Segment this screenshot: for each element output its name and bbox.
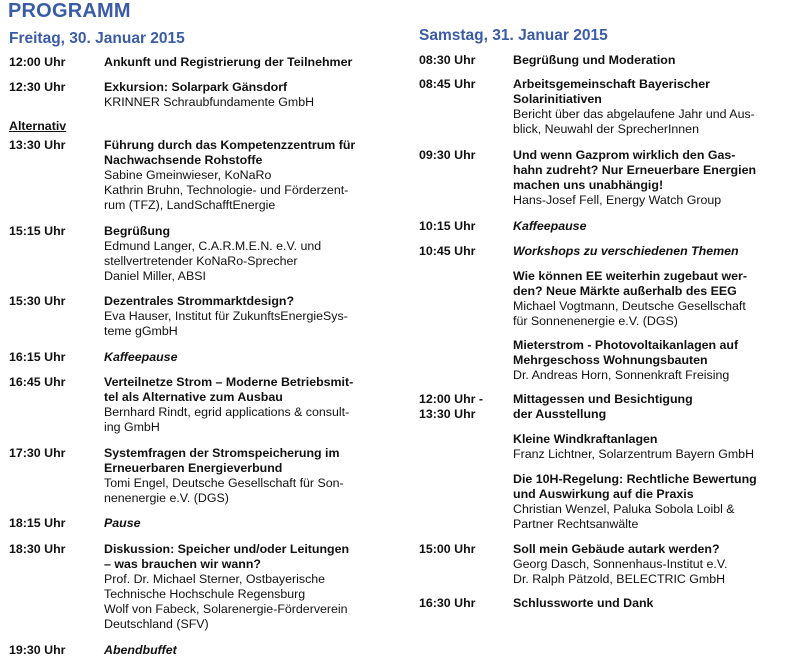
session-time: 15:30 Uhr <box>9 294 66 308</box>
session-item <box>9 294 379 339</box>
session-time: 16:15 Uhr <box>9 350 66 364</box>
session-title: Kaffeepause <box>104 350 178 364</box>
friday-heading: Freitag, 30. Januar 2015 <box>9 30 185 47</box>
session-time: 18:30 Uhr <box>9 542 66 556</box>
session-time: 18:15 Uhr <box>9 516 66 530</box>
session-item <box>419 244 779 259</box>
session-time: 12:30 Uhr <box>9 80 66 94</box>
session-time: 16:30 Uhr <box>419 596 476 610</box>
session-time: 16:45 Uhr <box>9 375 66 389</box>
session-title: Wie können EE weiterhin zugebaut wer- den? Neue Märkte außerhalb des EEG <box>513 269 747 298</box>
page-title: PROGRAMM <box>8 0 131 22</box>
session-time: 12:00 Uhr - 13:30 Uhr <box>419 392 484 421</box>
session-item <box>419 219 779 234</box>
session-time: 15:15 Uhr <box>9 224 66 238</box>
session-description: Eva Hauser, Institut für ZukunftsEnergieSys- teme gGmbH <box>104 309 348 338</box>
session-description: KRINNER Schraubfundamente GmbH <box>104 95 315 109</box>
session-time: 12:00 Uhr <box>9 55 66 69</box>
session-description: Sabine Gmeinwieser, KoNaRo Kathrin Bruhn, Technologie- und Förderzent- rum (TFZ), LandSchafftEnergie <box>104 168 349 212</box>
session-item <box>419 338 779 383</box>
session-description: Franz Lichtner, Solarzentrum Bayern GmbH <box>513 447 755 461</box>
session-item <box>419 148 779 208</box>
session-item <box>9 516 379 531</box>
session-time: 15:00 Uhr <box>419 542 476 556</box>
session-item <box>9 80 379 110</box>
session-time: 08:45 Uhr <box>419 77 476 91</box>
session-item <box>419 472 779 532</box>
session-time: 17:30 Uhr <box>9 446 66 460</box>
session-title: Workshops zu verschiedenen Themen <box>513 244 739 258</box>
session-time: 19:30 Uhr <box>9 643 66 657</box>
session-title: Dezentrales Strommarktdesign? <box>104 294 295 308</box>
session-description: Dr. Andreas Horn, Sonnenkraft Freising <box>513 368 730 382</box>
saturday-heading: Samstag, 31. Januar 2015 <box>419 27 608 44</box>
session-title: Und wenn Gazprom wirklich den Gas- hahn zudreht? Nur Erneuerbare Energien machen uns unabhängig! <box>513 148 757 192</box>
session-item <box>419 53 779 68</box>
session-title: Schlussworte und Dank <box>513 596 654 610</box>
session-item <box>9 542 379 632</box>
session-description: Prof. Dr. Michael Sterner, Ostbayerische Technische Hochschule Regensburg Wolf von Fabeck, Solarenergie-Förderverein Deutschland (SFV) <box>104 572 348 631</box>
saturday-sessions <box>419 53 779 611</box>
session-title: Ankunft und Registrierung der Teilnehmer <box>104 55 353 69</box>
session-description: Bericht über das abgelaufene Jahr und Aus- blick, Neuwahl der SprecherInnen <box>513 107 755 136</box>
session-time: 09:30 Uhr <box>419 148 476 162</box>
session-time: 08:30 Uhr <box>419 53 476 67</box>
friday-sessions <box>9 55 379 658</box>
session-description: Edmund Langer, C.A.R.M.E.N. e.V. und stellvertretender KoNaRo-Sprecher Daniel Miller, ABSI <box>104 239 322 283</box>
session-item <box>419 392 779 422</box>
session-title: Führung durch das Kompetenzzentrum für Nachwachsende Rohstoffe <box>104 138 356 167</box>
session-title: Die 10H-Regelung: Rechtliche Bewertung und Auswirkung auf die Praxis <box>513 472 757 501</box>
session-item <box>9 643 379 658</box>
session-description: Michael Vogtmann, Deutsche Gesellschaft für Sonnenenergie e.V. (DGS) <box>513 299 746 328</box>
session-item <box>419 596 779 611</box>
session-item <box>419 542 779 587</box>
session-title: Diskussion: Speicher und/oder Leitungen – was brauchen wir wann? <box>104 542 350 571</box>
session-description: Bernhard Rindt, egrid applications & consult- ing GmbH <box>104 405 350 434</box>
session-description: Tomi Engel, Deutsche Gesellschaft für Son- nenenergie e.V. (DGS) <box>104 476 344 505</box>
session-description: Christian Wenzel, Paluka Sobola Loibl & Partner Rechtsanwälte <box>513 502 735 531</box>
session-description: Hans-Josef Fell, Energy Watch Group <box>513 193 722 207</box>
session-title: Arbeitsgemeinschaft Bayerischer Solarinitiativen <box>513 77 710 106</box>
session-title: Mittagessen und Besichtigung der Ausstellung <box>513 392 693 421</box>
session-item <box>9 446 379 506</box>
session-title: Begrüßung und Moderation <box>513 53 676 67</box>
session-item <box>419 269 779 329</box>
session-description: Georg Dasch, Sonnenhaus-Institut e.V. Dr. Ralph Pätzold, BELECTRIC GmbH <box>513 557 728 586</box>
session-title: Verteilnetze Strom – Moderne Betriebsmit- tel als Alternative zum Ausbau <box>104 375 354 404</box>
session-title: Begrüßung <box>104 224 171 238</box>
session-title: Kleine Windkraftanlagen <box>513 432 658 446</box>
session-item <box>9 375 379 435</box>
session-item <box>419 432 779 462</box>
session-item <box>9 224 379 284</box>
session-title: Abendbuffet <box>104 643 177 657</box>
session-item <box>9 55 379 70</box>
session-title: Soll mein Gebäude autark werden? <box>513 542 720 556</box>
session-item <box>9 350 379 365</box>
session-title: Systemfragen der Stromspeicherung im Erneuerbaren Energieverbund <box>104 446 340 475</box>
session-title: Exkursion: Solarpark Gänsdorf <box>104 80 288 94</box>
session-time: 10:15 Uhr <box>419 219 476 233</box>
session-time: 10:45 Uhr <box>419 244 476 258</box>
session-title: Mieterstrom - Photovoltaikanlagen auf Mehrgeschoss Wohnungsbauten <box>513 338 739 367</box>
session-title: Pause <box>104 516 141 530</box>
session-item <box>419 77 779 137</box>
session-title: Kaffeepause <box>513 219 587 233</box>
session-item <box>9 138 379 213</box>
session-time: 13:30 Uhr <box>9 138 66 152</box>
alternative-label: Alternativ <box>9 119 67 133</box>
